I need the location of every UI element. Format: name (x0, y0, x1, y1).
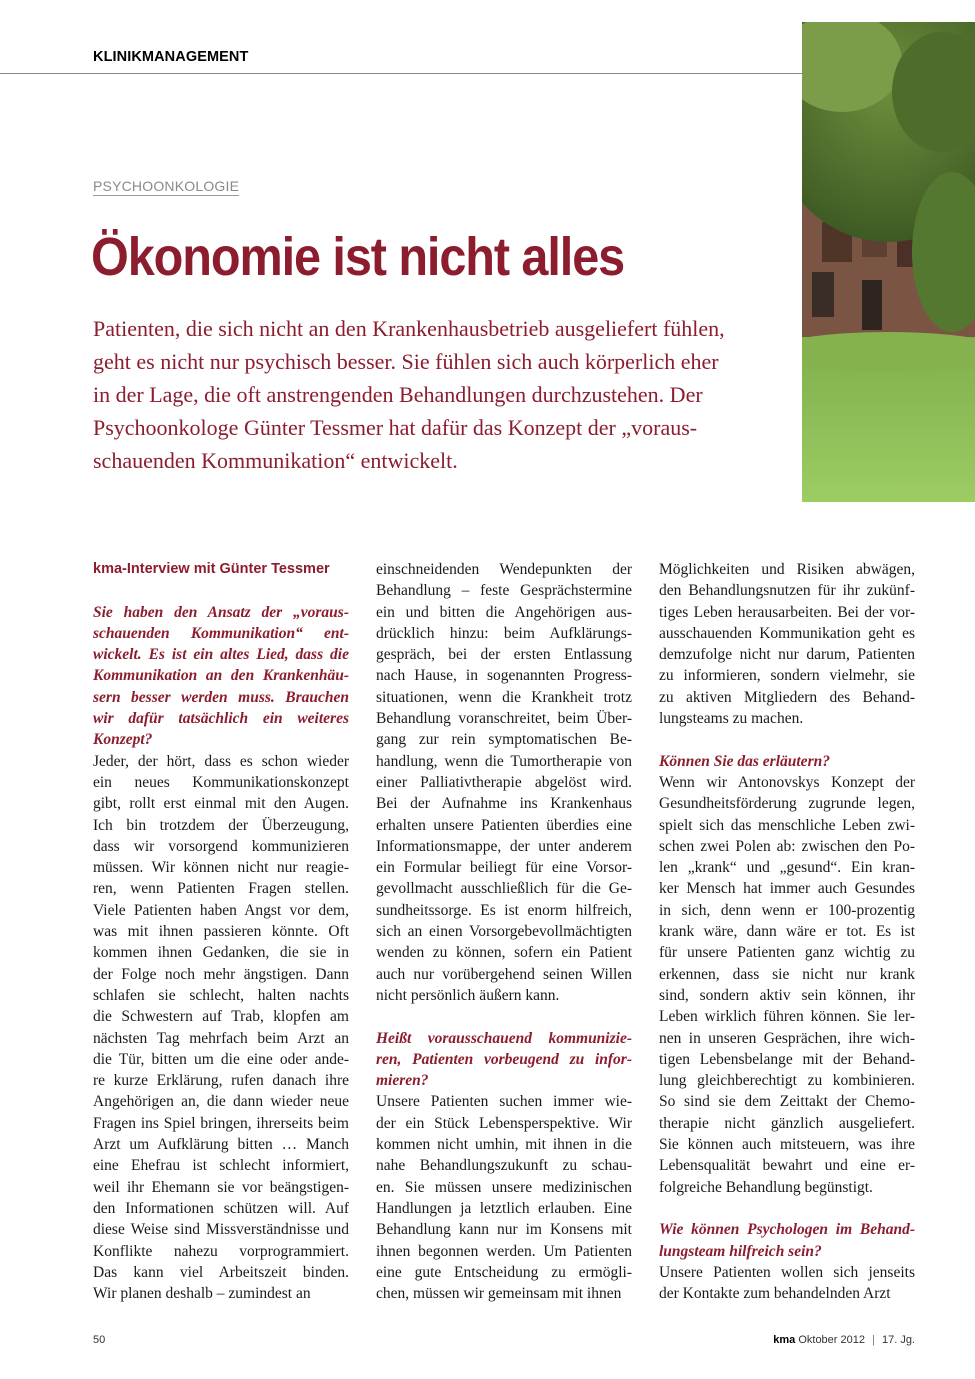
text-line: kommen ihnen Gedanken, die sie in (93, 944, 349, 962)
interview-answer (93, 751, 349, 1305)
text-line: zu informieren, sondern vielmehr, sie (659, 667, 915, 685)
text-line: situationen, wenn die Krankheit trotz (376, 688, 632, 706)
text-line: krank wäre, dann wäre er tot. Es ist (659, 923, 915, 941)
text-line: Behandlung voranschreitet, beim Über- (376, 710, 632, 728)
interview-answer (659, 1262, 915, 1305)
text-line: gevollmacht ausschließlich für die Ge- (376, 880, 632, 898)
spacer (659, 1198, 915, 1219)
text-line: gang zur rein symptomatischen Be- (376, 731, 632, 749)
text-line: Lebensqualität bewahrt und eine er- (659, 1157, 915, 1175)
text-line: für unsere Patienten ganz wichtig zu (659, 944, 915, 962)
text-line: nicht persönlich äußern kann. (376, 986, 560, 1004)
text-line: Das kann viel Arbeitszeit binden. (93, 1263, 349, 1281)
page-number: 50 (93, 1334, 106, 1346)
text-line: schen zwei Polen ab: zwischen den Po- (659, 837, 915, 855)
text-line: Unsere Patienten suchen immer wie- (376, 1093, 632, 1111)
text-line: auch nur vorübergehend seinen Willen (376, 965, 632, 983)
text-line: den Behandlungsnutzen für ihr zukünf- (659, 582, 915, 600)
interview-answer (659, 772, 915, 1198)
interview-answer (376, 559, 632, 1006)
text-line: dass wir vorsorgend kommunizieren (93, 837, 349, 855)
footer-volume: 17. Jg. (881, 1334, 915, 1346)
headline: Ökonomie ist nicht alles (91, 227, 625, 287)
text-line: Konflikte nahezu vorprogrammiert. (93, 1242, 349, 1260)
text-line: sundheitssorge. Es ist enorm hilfreich, (376, 901, 632, 919)
text-line: Behandlung – feste Gesprächstermine (376, 582, 632, 600)
text-line: tigen Lebensbelange mit der Behand- (659, 1050, 915, 1068)
text-line: Wie können Psychologen im Behand- (659, 1221, 915, 1239)
text-line: Konzept? (93, 731, 153, 749)
lead-line: in der Lage, die oft anstrengenden Behandlungen durchzustehen. Der (93, 382, 703, 407)
text-line: Wir planen deshalb – zumindest an (93, 1285, 311, 1303)
text-line: Behandlung kann nur im Konsens mit (376, 1221, 632, 1239)
text-line: wickelt. Es ist ein altes Lied, dass die (93, 646, 349, 664)
interview-question (659, 1219, 915, 1262)
footer-brand: kma (773, 1334, 796, 1346)
text-line: Gesundheitsförderung zugrunde legen, (659, 795, 915, 813)
text-line: einschneidenden Wendepunkten der (376, 561, 632, 578)
text-line: therapie nicht gänzlich ausgeliefert. (659, 1114, 915, 1132)
spacer (659, 729, 915, 750)
text-line: wir dafür tatsächlich ein weiteres (93, 710, 349, 728)
spacer (376, 1006, 632, 1027)
spacer (93, 580, 349, 601)
text-line: ein neues Kommunikationskonzept (93, 773, 349, 791)
text-line: re kurze Erklärung, rufen danach ihre (93, 1072, 349, 1090)
text-line: So sind sie dem Zeittakt der Chemo- (659, 1093, 915, 1111)
text-line: lungsteam hilfreich sein? (659, 1242, 822, 1260)
text-line: Handlungen ja letztlich erlauben. Eine (376, 1199, 632, 1217)
lead-line: Patienten, die sich nicht an den Krankenhausbetrieb ausgeliefert fühlen, (93, 316, 725, 341)
header-photo (802, 22, 975, 502)
text-line: erkennen, dass sie nicht nur krank (659, 965, 915, 983)
text-line: Sie haben den Ansatz der „voraus- (93, 603, 349, 621)
text-line: Leben wirklich führen können. Sie ler- (659, 1008, 915, 1026)
text-line: Möglichkeiten und Risiken abwägen, (659, 561, 915, 578)
text-line: ren, wenn Patienten Fragen stellen. (93, 880, 349, 898)
text-line: eine Ehefrau ist schlecht informiert, (93, 1157, 349, 1175)
text-line: müssen. Wir können nicht nur reagie- (93, 859, 349, 877)
text-line: handlung, wenn die Tumortherapie von (376, 752, 632, 770)
footer-issue (773, 1334, 915, 1346)
interview-answer (659, 559, 915, 729)
text-line: der Kontakte zum behandelnden Arzt (659, 1285, 891, 1303)
column-1 (93, 559, 349, 1304)
text-line: ker Mensch hat immer auch Gesundes (659, 880, 915, 898)
text-line: ausschauenden Kommunikation geht es (659, 624, 915, 642)
kicker: PSYCHOONKOLOGIE (93, 178, 240, 194)
text-line: diese Weise sind Missverständnisse und (93, 1221, 349, 1239)
interview-byline: kma-Interview mit Günter Tessmer (93, 561, 330, 577)
section-label: KLINIKMANAGEMENT (93, 49, 249, 65)
text-line: nahe Behandlungszukunft zu schau- (376, 1157, 632, 1175)
text-line: zu aktiven Mitgliedern des Behand- (659, 688, 915, 706)
text-line: den Informationen schützen will. Auf (93, 1199, 349, 1217)
text-line: Wenn wir Antonovskys Konzept der (659, 773, 915, 791)
column-3 (659, 559, 915, 1304)
text-line: demzufolge nicht nur darum, Patienten (659, 646, 915, 664)
top-rule (0, 73, 802, 74)
text-line: Kommunikation an den Krankenhäu- (93, 667, 349, 685)
text-line: nen in unseren Gesprächen, ihre wich- (659, 1029, 915, 1047)
text-line: eine gute Entscheidung zu ermögli- (376, 1263, 632, 1281)
text-line: len „krank“ und „gesund“. Ein kran- (659, 859, 915, 877)
text-line: Sie können auch mitsteuern, was ihre (659, 1136, 915, 1154)
text-line: der Folge noch mehr ängstigen. Dann (93, 965, 349, 983)
text-line: die Tür, bitten um die eine oder ande- (93, 1050, 349, 1068)
text-line: lung gleichberechtigt zu kombinieren. (659, 1072, 915, 1090)
text-line: sind, sondern aktiv sein können, ihr (659, 986, 915, 1004)
text-line: tiges Leben herausarbeiten. Bei der vor- (659, 603, 915, 621)
text-line: schauenden Kommunikation“ ent- (93, 624, 349, 642)
footer-separator: | (872, 1334, 875, 1346)
interview-question (93, 602, 349, 751)
lead-line: schauenden Kommunikation“ entwickelt. (93, 448, 458, 473)
lead-line: Psychoonkologe Günter Tessmer hat dafür das Konzept der „voraus- (93, 415, 698, 440)
text-line: sern besser werden muss. Brauchen (93, 688, 349, 706)
text-line: gespräch, bei der ersten Entlassung (376, 646, 632, 664)
text-line: folgreiche Behandlung begünstigt. (659, 1178, 873, 1196)
text-line: Viele Patienten haben Angst vor dem, (93, 901, 349, 919)
text-line: der ein Stück Lebensperspektive. Wir (376, 1114, 632, 1132)
text-line: ein Formular beiliegt für eine Vorsor- (376, 859, 632, 877)
text-line: was mit ihnen passieren könnte. Oft (93, 923, 349, 941)
text-line: gibt, rollt erst einmal mit den Augen. (93, 795, 349, 813)
text-line: die Schwestern auf Trab, klopfen am (93, 1008, 349, 1026)
text-line: schlafen sie schlecht, halten nachts (93, 986, 349, 1004)
text-line: Jeder, der hört, dass es schon wieder (93, 752, 349, 770)
text-line: ein und bitten die Angehörigen aus- (376, 603, 632, 621)
lead-line: geht es nicht nur psychisch besser. Sie fühlen sich auch körperlich eher (93, 349, 719, 374)
footer-date: Oktober 2012 (798, 1334, 865, 1346)
interview-answer (376, 1091, 632, 1304)
text-line: Heißt vorausschauend kommunizie- (376, 1029, 632, 1047)
text-line: weil ihr Ehemann sie vor beängstigen- (93, 1178, 349, 1196)
text-line: sich an einen Vorsorgebevollmächtigten (376, 923, 632, 941)
lead-paragraph (93, 312, 783, 477)
text-line: Können Sie das erläutern? (659, 752, 830, 770)
text-line: nach Hause, in sogenannten Progress- (376, 667, 632, 685)
text-line: Ich bin trotzdem der Überzeugung, (93, 816, 349, 834)
interview-question (659, 751, 915, 772)
text-line: chen, müssen wir gemeinsam mit ihnen (376, 1285, 622, 1303)
interview-question (376, 1028, 632, 1092)
text-line: Bei der Aufnahme ins Krankenhaus (376, 795, 632, 813)
text-line: ihnen begonnen werden. Um Patienten (376, 1242, 632, 1260)
text-line: in sich, denn wenn er 100-prozentig (659, 901, 915, 919)
text-line: Angehörigen an, die dann wieder neue (93, 1093, 349, 1111)
text-line: Fragen ins Spiel bringen, ihrerseits beim (93, 1114, 349, 1132)
text-line: nächsten Tag mehrfach beim Arzt an (93, 1029, 349, 1047)
column-2 (376, 559, 632, 1304)
text-line: drücklich hinzu: beim Aufklärungs- (376, 624, 632, 642)
text-line: kommen nicht umhin, mit ihnen in die (376, 1136, 632, 1154)
text-line: ren, Patienten vorbeugend zu infor- (376, 1050, 632, 1068)
text-line: en. Sie müssen unsere medizinischen (376, 1178, 632, 1196)
text-line: erhalten unsere Patienten überdies eine (376, 816, 632, 834)
text-line: wenden zu können, sofern ein Patient (376, 944, 632, 962)
text-line: Informationsmappe, der unter anderem (376, 837, 632, 855)
text-line: spielt sich das menschliche Leben zwi- (659, 816, 915, 834)
text-line: einer Palliativtherapie abgelöst wird. (376, 773, 632, 791)
text-line: Unsere Patienten wollen sich jenseits (659, 1263, 915, 1281)
text-line: mieren? (376, 1072, 429, 1090)
text-line: Arzt um Aufklärung bitten … Manch (93, 1136, 349, 1154)
text-line: lungsteams zu machen. (659, 710, 804, 728)
